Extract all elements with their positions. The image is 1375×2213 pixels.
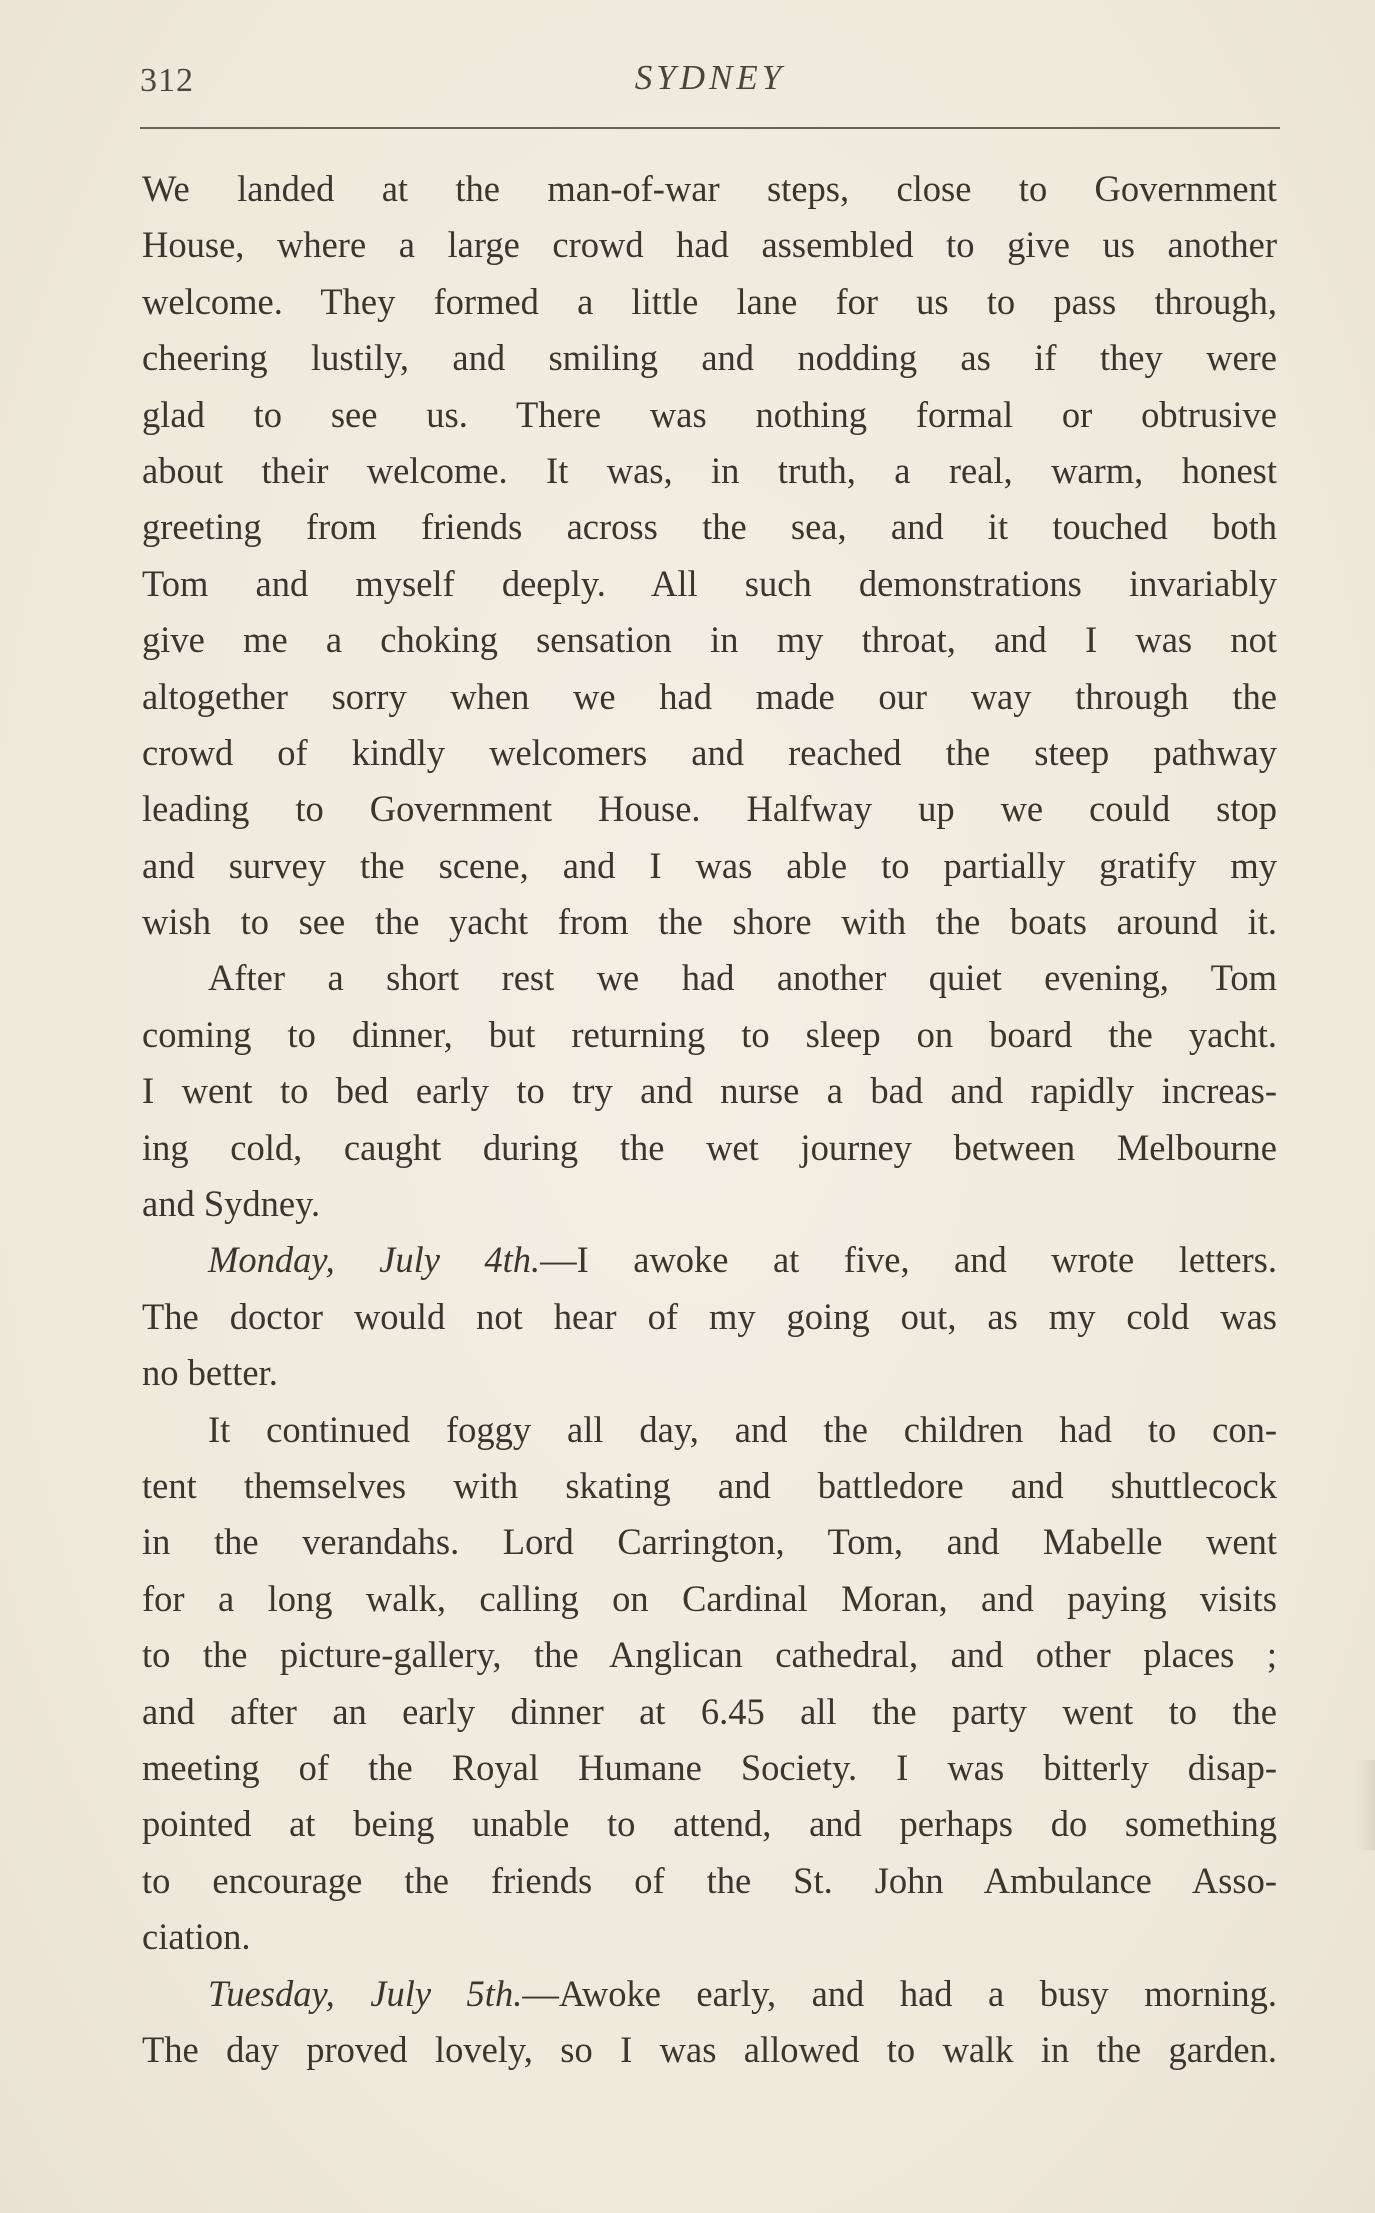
text-line: leading to Government House. Halfway up we could stop bbox=[142, 788, 1277, 830]
page-number: 312 bbox=[140, 62, 194, 99]
paragraph-3 bbox=[142, 1232, 1277, 1401]
text-line: and survey the scene, and I was able to partially gratify my bbox=[142, 844, 1277, 886]
paragraph-5 bbox=[142, 1966, 1277, 2079]
text-line: cheering lustily, and smiling and nodding as if they were bbox=[142, 337, 1277, 379]
text-line: and Sydney. bbox=[142, 1183, 321, 1225]
text-line: altogether sorry when we had made our way through the bbox=[142, 675, 1277, 717]
diary-date: Tuesday, July 5th. bbox=[208, 1972, 523, 2014]
text-line: in the verandahs. Lord Carrington, Tom, and Mabelle went bbox=[142, 1521, 1277, 1563]
text-fragment: —Awoke early, and had a busy morning. bbox=[522, 1972, 1277, 2014]
text-line: The doctor would not hear of my going out, as my cold was bbox=[142, 1295, 1277, 1337]
text-line: to encourage the friends of the St. John Ambulance Asso- bbox=[142, 1859, 1277, 1901]
text-line bbox=[142, 1232, 1277, 1288]
body-text bbox=[142, 161, 1277, 2078]
page-edge-mark bbox=[1357, 1760, 1375, 1850]
running-head: SYDNEY bbox=[634, 58, 786, 97]
paragraph-4 bbox=[142, 1402, 1277, 1966]
text-line: give me a choking sensation in my throat, and I was not bbox=[142, 619, 1277, 661]
text-line: ciation. bbox=[142, 1916, 251, 1958]
text-line: to the picture-gallery, the Anglican cathedral, and other places ; bbox=[142, 1634, 1277, 1676]
text-line: for a long walk, calling on Cardinal Moran, and paying visits bbox=[142, 1577, 1277, 1619]
text-line: tent themselves with skating and battledore and shuttlecock bbox=[142, 1464, 1277, 1506]
text-line: greeting from friends across the sea, and it touched both bbox=[142, 506, 1277, 548]
text-line: no better. bbox=[142, 1352, 278, 1394]
text-line: wish to see the yacht from the shore with the boats around it. bbox=[142, 901, 1277, 943]
text-fragment: —I awoke at five, and wrote letters. bbox=[540, 1239, 1277, 1281]
text-line: The day proved lovely, so I was allowed to walk in the garden. bbox=[142, 2028, 1277, 2070]
diary-date: Monday, July 4th. bbox=[208, 1239, 541, 1281]
text-line: House, where a large crowd had assembled to give us another bbox=[142, 224, 1277, 266]
text-line: coming to dinner, but returning to sleep on board the yacht. bbox=[142, 1013, 1277, 1055]
paragraph-2 bbox=[142, 950, 1277, 1232]
page-header bbox=[140, 52, 1280, 132]
text-line: and after an early dinner at 6.45 all the party went to the bbox=[142, 1690, 1277, 1732]
text-line: It continued foggy all day, and the children had to con- bbox=[208, 1408, 1277, 1450]
text-line: ing cold, caught during the wet journey between Melbourne bbox=[142, 1126, 1277, 1168]
text-line: welcome. They formed a little lane for us to pass through, bbox=[142, 280, 1277, 322]
text-line: pointed at being unable to attend, and perhaps do something bbox=[142, 1803, 1277, 1845]
text-line: meeting of the Royal Humane Society. I was bitterly disap- bbox=[142, 1746, 1277, 1788]
text-line: about their welcome. It was, in truth, a real, warm, honest bbox=[142, 449, 1277, 491]
paragraph-1 bbox=[142, 161, 1277, 950]
text-line bbox=[142, 1966, 1277, 2022]
text-line: I went to bed early to try and nurse a bad and rapidly increas- bbox=[142, 1070, 1277, 1112]
text-line: crowd of kindly welcomers and reached the steep pathway bbox=[142, 731, 1277, 773]
header-rule bbox=[140, 127, 1280, 129]
text-line: glad to see us. There was nothing formal or obtrusive bbox=[142, 393, 1277, 435]
text-line: Tom and myself deeply. All such demonstrations invariably bbox=[142, 562, 1277, 604]
text-line: We landed at the man-of-war steps, close to Government bbox=[142, 168, 1277, 209]
text-line: After a short rest we had another quiet evening, Tom bbox=[208, 957, 1277, 999]
